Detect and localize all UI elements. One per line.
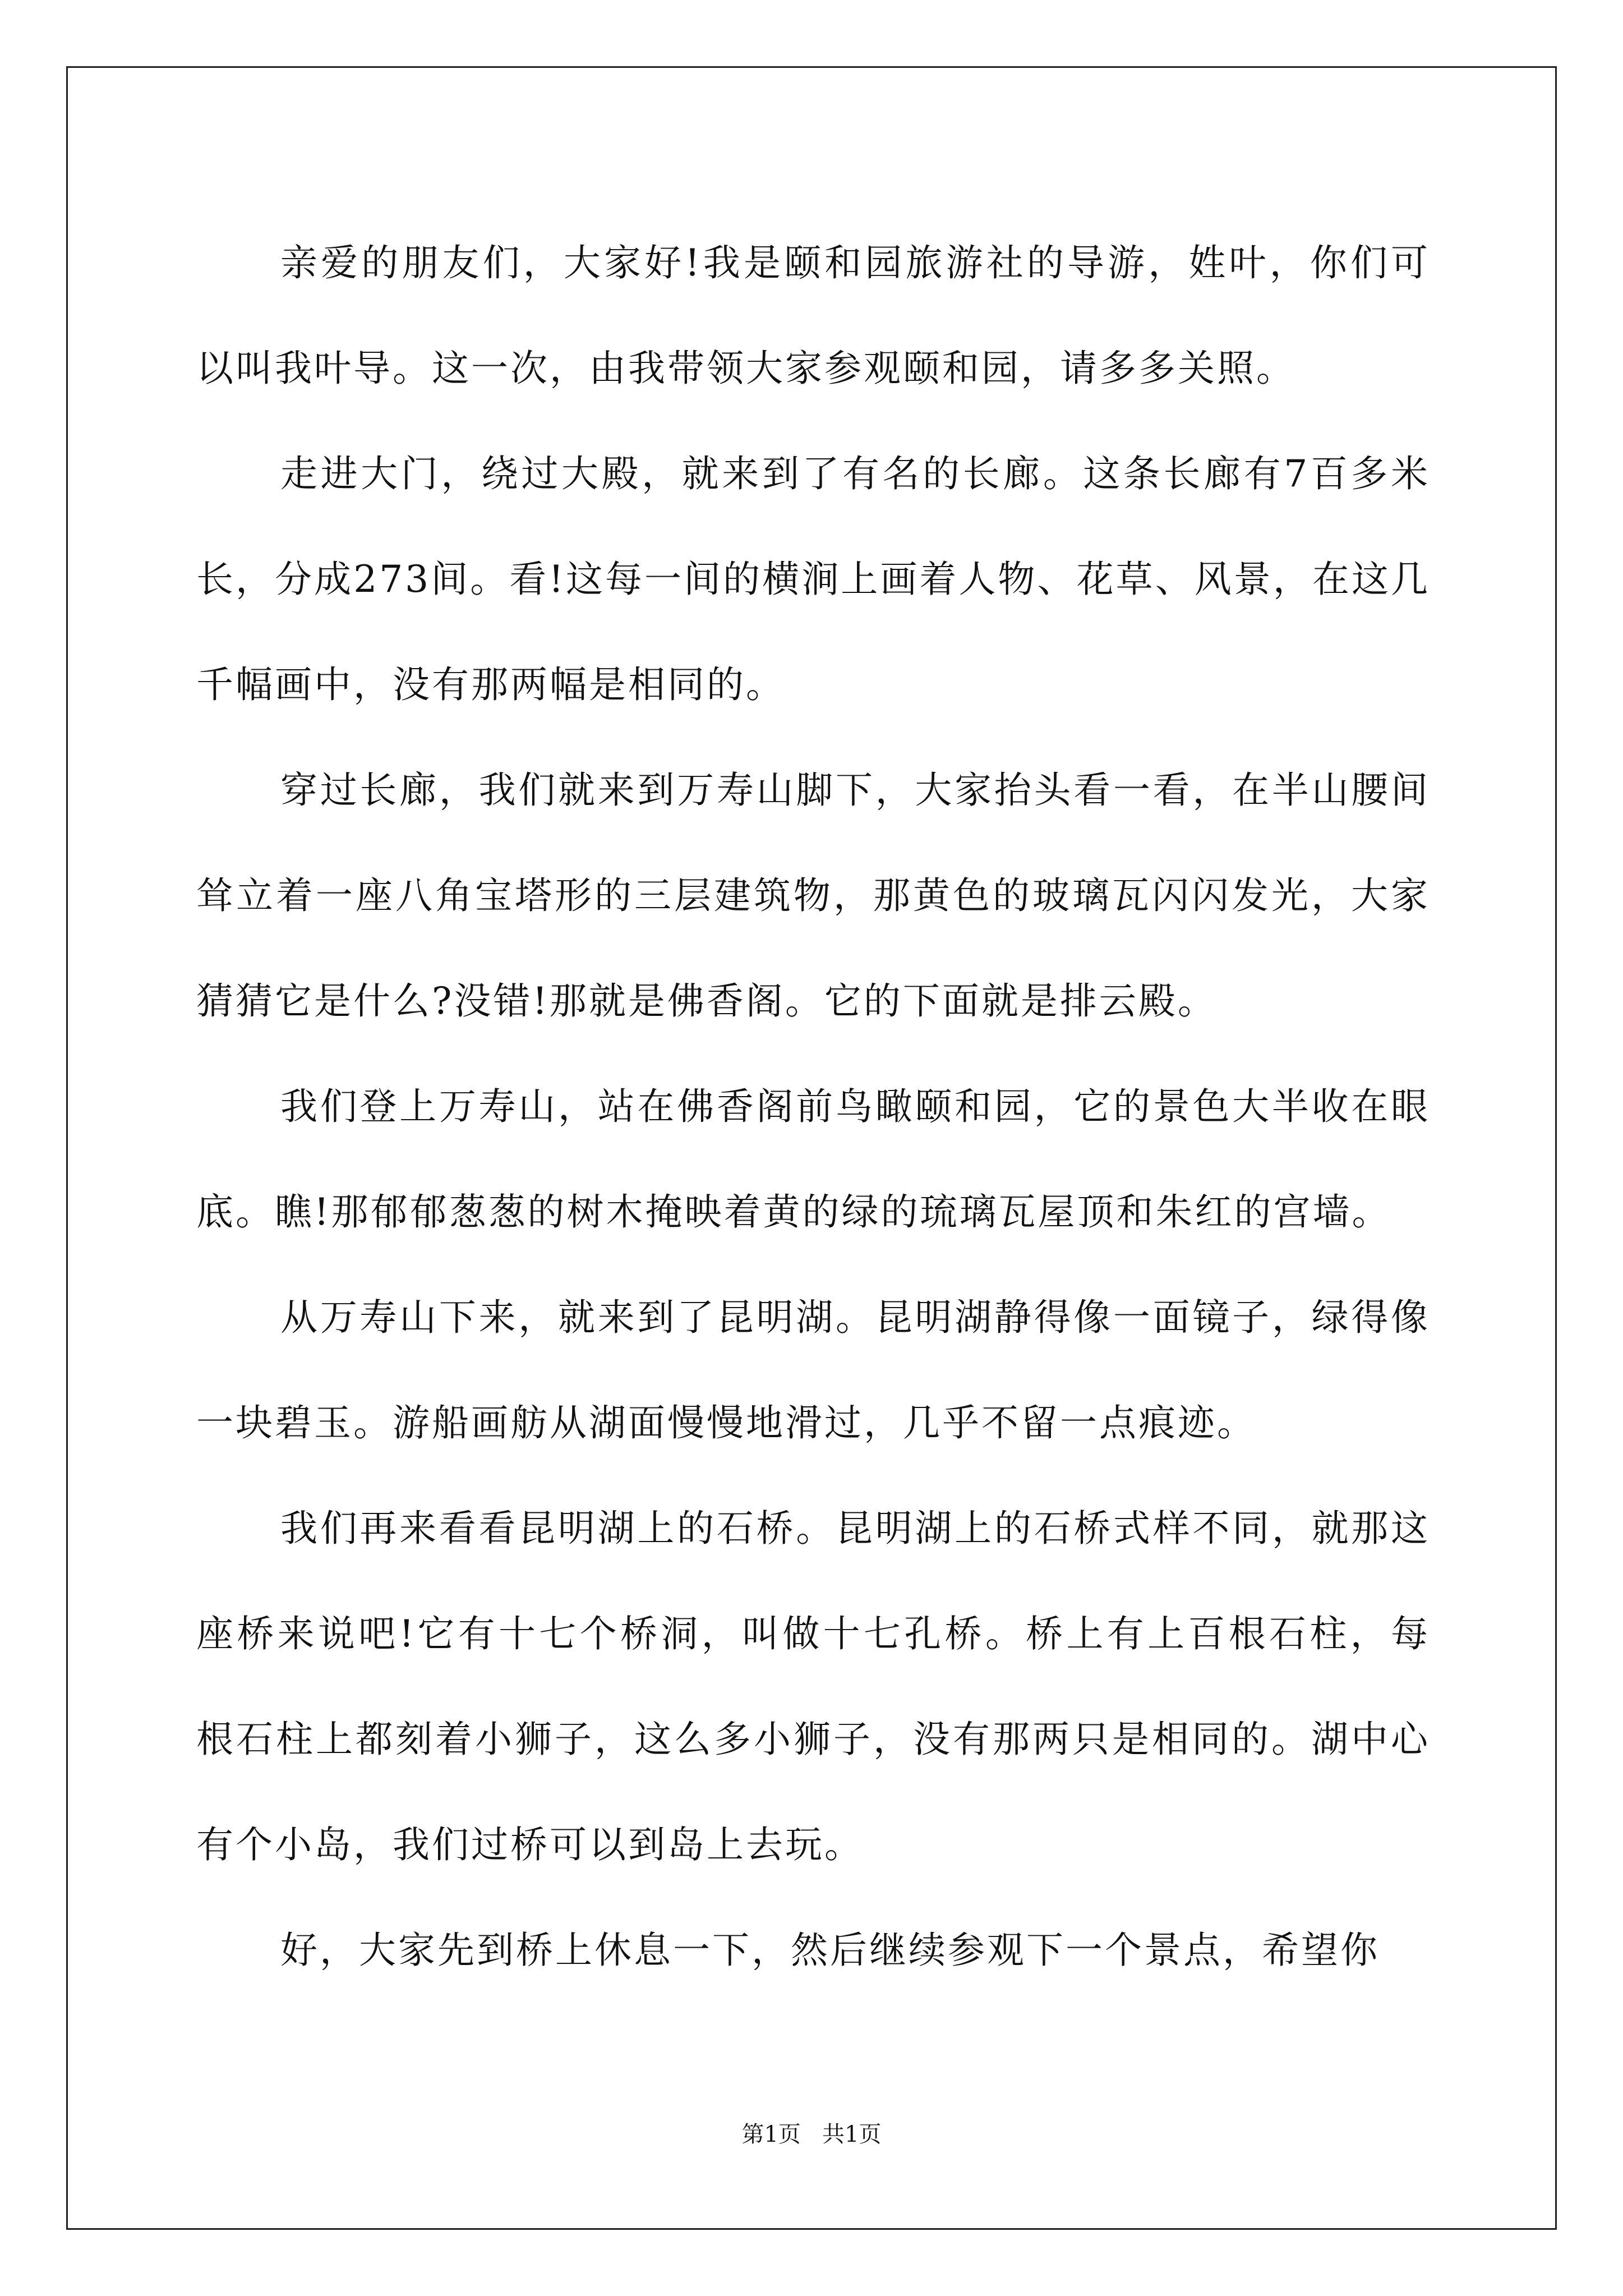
page-number-footer: 第1页 共1页 <box>741 2122 882 2147</box>
document-body <box>196 210 1430 2003</box>
paragraph-1: 亲爱的朋友们，大家好!我是颐和园旅游社的导游，姓叶，你们可以叫我叶导。这一次，由我带领大家参观颐和园，请多多关照。 <box>196 241 1430 390</box>
paragraph-6: 我们再来看看昆明湖上的石桥。昆明湖上的石桥式样不同，就那这座桥来说吧!它有十七个桥洞，叫做十七孔桥。桥上有上百根石柱，每根石柱上都刻着小狮子，这么多小狮子，没有那两只是相同的。湖中心有个小岛，我们过桥可以到岛上去玩。 <box>196 1507 1430 1866</box>
paragraph-5: 从万寿山下来，就来到了昆明湖。昆明湖静得像一面镜子，绿得像一块碧玉。游船画舫从湖面慢慢地滑过，几乎不留一点痕迹。 <box>196 1296 1430 1444</box>
paragraph-4: 我们登上万寿山，站在佛香阁前鸟瞰颐和园，它的景色大半收在眼底。瞧!那郁郁葱葱的树木掩映着黄的绿的琉璃瓦屋顶和朱红的宫墙。 <box>196 1085 1430 1234</box>
paragraph-7: 好，大家先到桥上休息一下，然后继续参观下一个景点，希望你 <box>280 1929 1380 1972</box>
paragraph-2: 走进大门，绕过大殿，就来到了有名的长廊。这条长廊有7百多米长，分成273间。看!这每一间的横涧上画着人物、花草、风景，在这几千幅画中，没有那两幅是相同的。 <box>196 452 1430 706</box>
paragraph-3: 穿过长廊，我们就来到万寿山脚下，大家抬头看一看，在半山腰间耸立着一座八角宝塔形的三层建筑物，那黄色的玻璃瓦闪闪发光，大家猜猜它是什么?没错!那就是佛香阁。它的下面就是排云殿。 <box>196 769 1430 1023</box>
